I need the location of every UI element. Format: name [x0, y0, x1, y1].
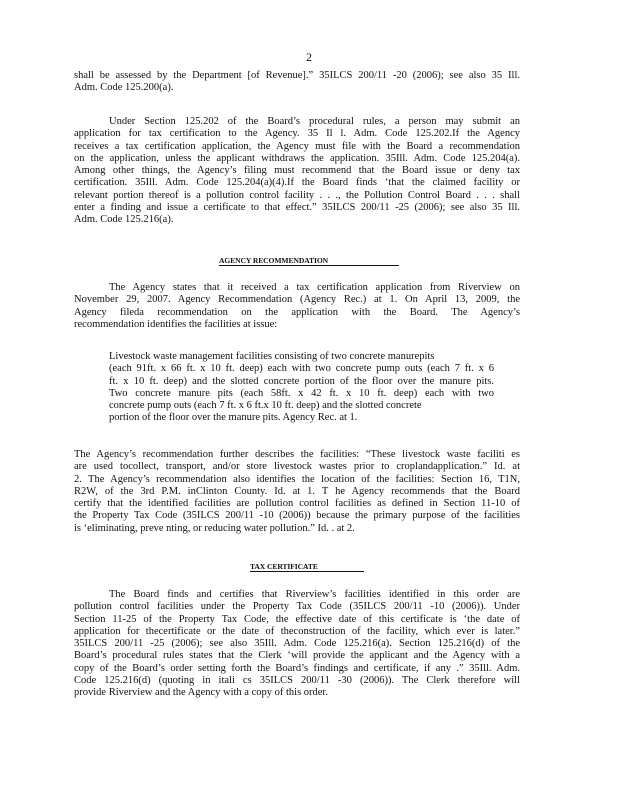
section-heading-tax-certificate: TAX CERTIFICATE [250, 562, 318, 572]
text-line: the Property Tax Code (35ILCS 200/11 -10 (2006)) because the primary purpose of the facilities [74, 510, 520, 522]
text-line: Section 11-25 of the Property Tax Code, the effective date of this certificate is ‘the date of [74, 613, 520, 625]
text-line: Board’s procedural rules states that the Clerk ‘will provide the applicant and the Agency with a [74, 650, 520, 662]
text-line: concrete pump outs (each 7 ft. x 6 ft.x 10 ft. deep) and the slotted concrete [109, 400, 422, 412]
paragraph-1 [74, 70, 520, 95]
text-line: Under Section 125.202 of the Board’s procedural rules, a person may submit an [109, 116, 520, 127]
heading-underline [250, 571, 364, 572]
text-line: receives a tax certification application, the Agency must file with the Board a recommendation [74, 140, 520, 152]
text-line: application for thecertificate or the date of theconstruction of the facility, which ever is later.” [74, 625, 520, 637]
section-heading-agency-recommendation: AGENCY RECOMMENDATION [219, 256, 328, 266]
text-line: Livestock waste management facilities consisting of two concrete manurepits [109, 351, 435, 362]
text-line: The Agency’s recommendation further describes the facilities: “These livestock waste faciliti es [74, 449, 520, 460]
text-line: recommendation identifies the facilities at issue: [74, 318, 278, 330]
page-number: 2 [306, 50, 312, 64]
heading-underline [219, 265, 399, 266]
text-line: 35ILCS 200/11 -25 (2006); see also 35Ill. Adm. Code 125.216(a). Section 125.216(d) of the [74, 638, 520, 650]
text-line: application for tax certification to the Agency. 35 Il l. Adm. Code 125.202.If the Agency [74, 128, 520, 140]
text-line: are used tocollect, transport, and/or store livestock wastes prior to croplandapplication.” Id. at [74, 461, 520, 473]
text-line: The Board finds and certifies that Riverview’s facilities identified in this order are [109, 589, 520, 600]
text-line: shall be assessed by the Department [of Revenue].” 35ILCS 200/11 -20 (2006); see also 35 Ill. [74, 70, 520, 81]
paragraph-3 [74, 282, 520, 331]
text-line: November 29, 2007. Agency Recommendation (Agency Rec.) at 1. On April 13, 2009, the [74, 294, 520, 306]
text-line: certification. 35Ill. Adm. Code 125.204(a)(4).If the Board finds ‘that the claimed facility or [74, 177, 520, 189]
text-line: The Agency states that it received a tax certification application from Riverview on [109, 282, 520, 293]
text-line: R2W, of the 3rd P.M. inClinton County. Id. at 1. T he Agency recommends that the Board [74, 485, 520, 497]
text-line: portion of the floor over the manure pits. Agency Rec. at 1. [109, 412, 358, 424]
text-line: enter a finding and issue a certificate to that effect.” 35ILCS 200/11 -25 (2006); see also 35 Ill. [74, 202, 520, 214]
text-line: 2. The Agency’s recommendation also identifies the location of the facilities: Section 16, T1N, [74, 473, 520, 485]
text-line: Code 125.216(d) (quoting in itali cs 35ILCS 200/11 -30 (2006)). The Clerk therefore will [74, 675, 520, 687]
text-line: Adm. Code 125.216(a). [74, 214, 174, 226]
text-line: relevant portion thereof is a pollution control facility . . ., the Pollution Control Board . . . shall [74, 189, 520, 201]
paragraph-5 [74, 589, 520, 700]
text-line: Adm. Code 125.200(a). [74, 82, 174, 94]
text-line: (each 91ft. x 66 ft. x 10 ft. deep) each with two concrete pump outs (each 7 ft. x 6 [109, 363, 494, 375]
text-line: pollution control facilities under the Property Tax Code (35ILCS 200/11 -10 (2006)). Under [74, 601, 520, 613]
text-line: ft. x 10 ft. deep) and the slotted concrete portion of the floor over the manure pits. [109, 375, 494, 387]
paragraph-2 [74, 116, 520, 227]
text-line: certify that the identified facilities are pollution control facilities as defined in Section 11-10 of [74, 498, 520, 510]
text-line: on the application, unless the applicant withdraws the application. 35Ill. Adm. Code 125.204(a). [74, 152, 520, 164]
text-line: provide Riverview and the Agency with a copy of this order. [74, 687, 328, 699]
text-line: Agency fileda recommendation on the application with the Board. The Agency’s [74, 306, 520, 318]
text-line: Two concrete manure pits (each 58ft. x 42 ft. x 10 ft. deep) each with two [109, 387, 494, 399]
text-line: is ‘eliminating, preve nting, or reducing water pollution.” Id. . at 2. [74, 522, 355, 534]
text-line: copy of the Board’s order setting forth the Board’s findings and certificate, if any .” 35Ill. Adm. [74, 662, 520, 674]
paragraph-4 [74, 449, 520, 535]
block-quote [109, 351, 494, 425]
text-line: Among other things, the Agency’s filing must recommend that the Board issue or deny tax [74, 165, 520, 177]
